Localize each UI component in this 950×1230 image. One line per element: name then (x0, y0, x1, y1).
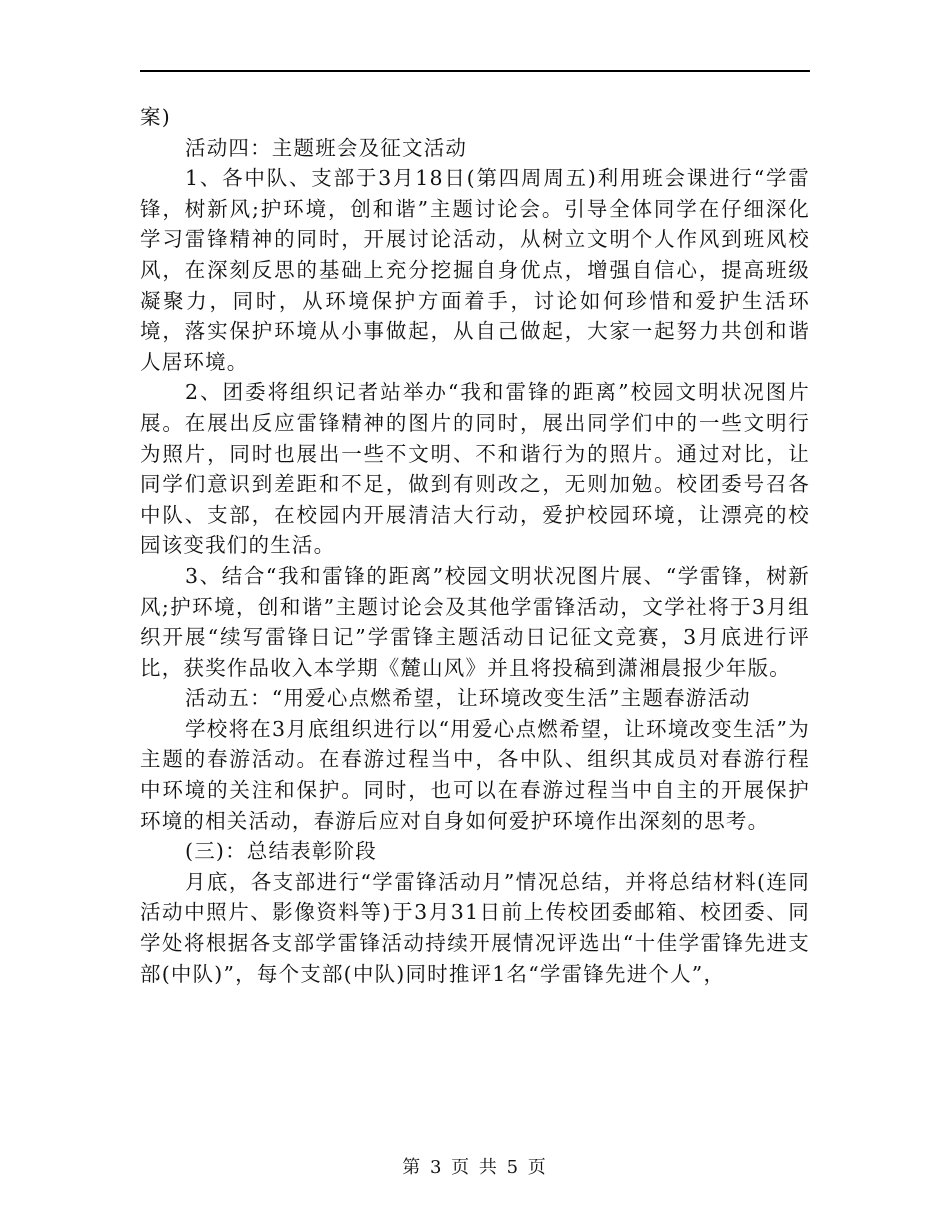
section-heading-summary-stage: (三)：总结表彰阶段 (185, 839, 377, 864)
paragraph: 学校将在3月底组织进行以“用爱心点燃希望，让环境改变生活”为主题的春游活动。在春游过程当中，各中队、组织其成员对春游行程中环境的关注和保护。同时，也可以在春游过程当中自主的开展保护环境的相关活动，春游后应对自身如何爱护环境作出深刻的思考。 (140, 716, 810, 833)
document-body (140, 102, 810, 989)
paragraph: 2、团委将组织记者站举办“我和雷锋的距离”校园文明状况图片展。在展出反应雷锋精神的图片的同时，展出同学们中的一些文明行为照片，同时也展出一些不文明、不和谐行为的照片。通过对比，让同学们意识到差距和不足，做到有则改之，无则加勉。校团委号召各中队、支部，在校园内开展清洁大行动，爱护校园环境，让漂亮的校园该变我们的生活。 (140, 380, 810, 558)
section-heading-activity-five: 活动五：“用爱心点燃希望，让环境改变生活”主题春游活动 (185, 686, 751, 711)
paragraph: 3、结合“我和雷锋的距离”校园文明状况图片展、“学雷锋，树新风;护环境，创和谐”主题讨论会及其他学雷锋活动，文学社将于3月组织开展“续写雷锋日记”学雷锋主题活动日记征文竞赛，3月底进行评比，获奖作品收入本学期《麓山风》并且将投稿到潇湘晨报少年版。 (140, 563, 810, 680)
paragraph: 1、各中队、支部于3月18日(第四周周五)利用班会课进行“学雷锋，树新风;护环境，创和谐”主题讨论会。引导全体同学在仔细深化学习雷锋精神的同时，开展讨论活动，从树立文明个人作风到班风校风，在深刻反思的基础上充分挖掘自身优点，增强自信心，提高班级凝聚力，同时，从环境保护方面着手，讨论如何珍惜和爱护生活环境，落实保护环境从小事做起，从自己做起，大家一起努力共创和谐人居环境。 (140, 166, 810, 374)
paragraph: 案) (140, 105, 171, 129)
page-number-footer: 第 3 页 共 5 页 (402, 1157, 548, 1178)
header-rule (140, 70, 810, 72)
paragraph: 月底，各支部进行“学雷锋活动月”情况总结，并将总结材料(连同活动中照片、影像资料等)于3月31日前上传校团委邮箱、校团委、同学处将根据各支部学雷锋活动持续开展情况评选出“十佳学雷锋先进支部(中队)”，每个支部(中队)同时推评1名“学雷锋先进个人”， (140, 869, 810, 986)
section-heading-activity-four: 活动四：主题班会及征文活动 (185, 135, 468, 160)
